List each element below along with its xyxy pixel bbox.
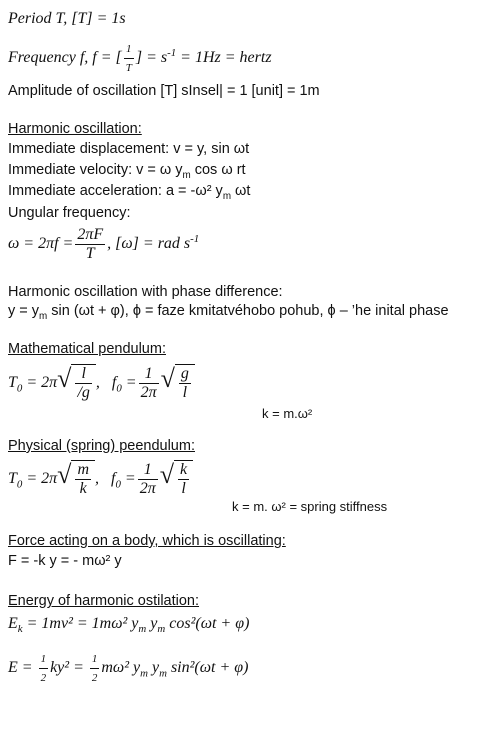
math-pendulum-formula: $T_0 = 2\pi√$ $\frac{l}{/g}$ , $f_0$ = $\frac{1}{2\pi}$ √ $\frac{g}{l}$ [8, 364, 195, 402]
displacement-line: Immediate displacement: v = y, sin ωt [8, 141, 250, 157]
total-energy-formula: E = $\frac{1}{2}$ ky² = $\frac{1}{2}$ mω² $y_m$ $y_m$ sin²(ωt + φ) [8, 650, 248, 687]
frequency-line: Frequency f, f = [ $\frac{1}{T}$ ] = $s^{-1} = 1Hz$ = hertz [8, 40, 272, 77]
sqrt-symbol: √ [160, 364, 175, 394]
force-heading: Force acting on a body, which is oscillating: [8, 533, 286, 549]
math-pendulum-heading: Mathematical pendulum: [8, 341, 166, 357]
acceleration-line: Immediate acceleration: a = -ω² $y_m$ ωt [8, 183, 251, 202]
spring-pendulum-heading: Physical (spring) peendulum: [8, 438, 195, 454]
force-line: F = -k y = - mω² y [8, 553, 122, 569]
phase-line: $y = y_m$ sin (ωt + φ), ϕ = faze kmitatvéhobo pohub, ϕ – ’he inital phase [8, 303, 449, 322]
energy-heading: Energy of harmonic ostilation: [8, 593, 200, 609]
sqrt-symbol: √ [57, 364, 72, 394]
period-line: Period T, [T] = 1s [8, 10, 126, 27]
velocity-line: Immediate velocity: v = ω $y_m$ cos ω rt [8, 162, 246, 181]
sqrt-symbol: √ [57, 460, 72, 490]
phase-heading: Harmonic oscillation with phase difference: [8, 284, 283, 300]
spring-pendulum-formula: $T_0 = 2\pi√$ $\frac{m}{k}$ , $f_0$ = $\frac{1}{2\pi}$ √ $\frac{k}{l}$ [8, 460, 193, 498]
omega-formula: ω = 2πf = $\frac{2\pi F}{T}$ , [ω] = rad $s^{-1}$ [8, 226, 200, 262]
k-note-math: k = m.ω² [262, 406, 313, 421]
kinetic-energy-formula: $E_k = 1mv^2 = 1m\omega^2$ $y_m$ $y_m$ cos²(ωt + φ) [8, 615, 250, 636]
ungular-line: Ungular frequency: [8, 205, 131, 221]
k-note-spring: k = m. ω² = spring stiffness [232, 499, 388, 514]
amplitude-line: Amplitude of oscillation [T] sInsel| = 1 [unit] = 1m [8, 83, 320, 99]
harmonic-heading: Harmonic oscillation: [8, 121, 142, 137]
sqrt-symbol: √ [159, 460, 174, 490]
